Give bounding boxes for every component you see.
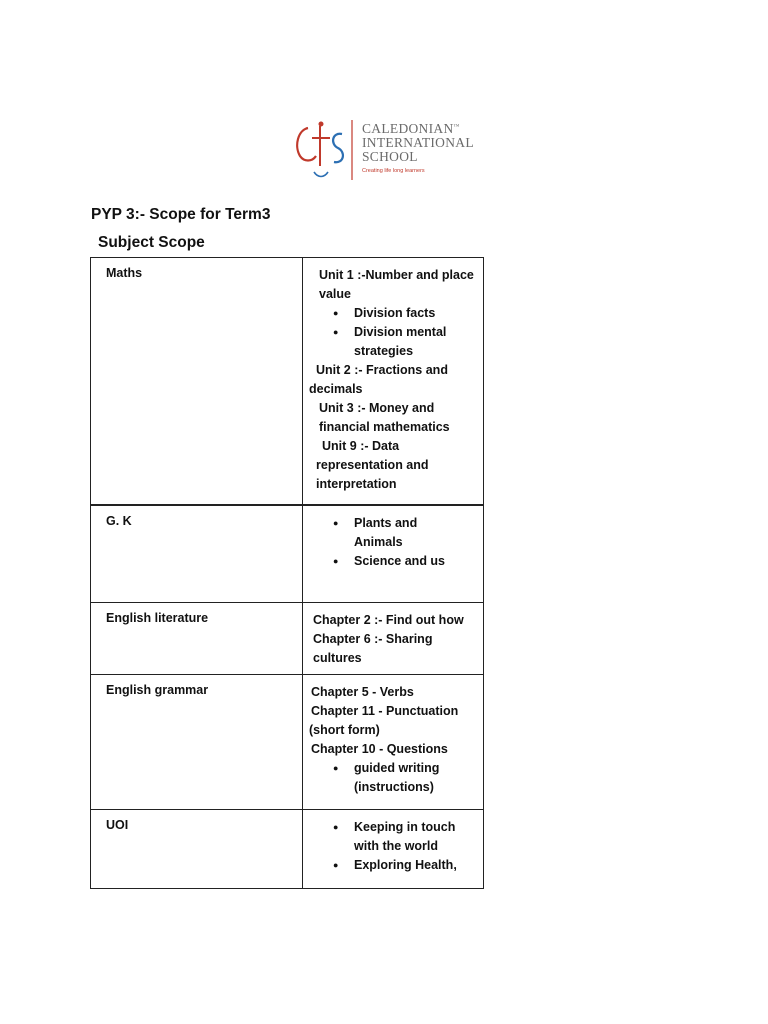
scope-line: Chapter 6 :- Sharing cultures: [313, 632, 433, 665]
subject-cell: Maths: [91, 258, 303, 506]
scope-line: Unit 1 :-Number and place: [319, 268, 474, 282]
scope-line: Chapter 2 :- Find out how: [313, 613, 464, 627]
list-item-text: Keeping in touch: [354, 820, 456, 834]
logo-line-1: CALEDONIAN: [362, 121, 454, 136]
list-item: [309, 514, 479, 552]
list-item: ● Science and us: [309, 552, 479, 571]
list-item: [309, 323, 479, 361]
table-row: [91, 258, 484, 506]
section-heading: Subject Scope: [98, 234, 205, 251]
scope-cell: [303, 505, 484, 603]
logo-tagline: Creating life long learners: [362, 168, 425, 174]
bullet-list: [309, 304, 479, 361]
scope-line: Chapter 10 - Questions: [311, 742, 448, 756]
subject-cell: English grammar: [91, 675, 303, 810]
scope-line: Chapter 5 - Verbs: [311, 685, 414, 699]
subject-cell: UOI: [91, 810, 303, 889]
scope-line: financial mathematics: [319, 420, 450, 434]
list-item: [309, 759, 479, 797]
scope-cell: [303, 258, 484, 506]
list-item: [309, 818, 479, 856]
table-row: [91, 505, 484, 603]
list-item-text: Animals: [354, 535, 403, 549]
logo-line-3: SCHOOL: [362, 149, 418, 164]
scope-line: Chapter 11 - Punctuation: [311, 704, 459, 718]
logo-wordmark: [362, 122, 474, 174]
scope-line: Unit 2 :- Fractions and: [316, 363, 448, 377]
subject-cell: G. K: [91, 505, 303, 603]
logo-trademark: ™: [453, 124, 460, 130]
list-item-text: Division mental: [354, 325, 447, 339]
page-title: PYP 3:- Scope for Term3: [91, 206, 271, 223]
bullet-list: [309, 759, 479, 797]
scope-line: (short form): [309, 723, 380, 737]
table-row: [91, 675, 484, 810]
scope-cell: [303, 675, 484, 810]
list-item-text: (instructions): [354, 780, 434, 794]
scope-line: representation and: [316, 458, 429, 472]
school-logo: [290, 116, 490, 184]
subject-scope-table: [90, 257, 484, 889]
logo-emblem-icon: [290, 116, 360, 184]
list-item-text: strategies: [354, 344, 414, 358]
scope-line: decimals: [309, 382, 363, 396]
scope-line: Unit 9 :- Data: [322, 439, 400, 453]
bullet-list: [309, 514, 479, 571]
scope-line: value: [319, 287, 351, 301]
logo-line-2: INTERNATIONAL: [362, 135, 474, 150]
list-item: ● Exploring Health,: [309, 856, 479, 875]
table-row: [91, 810, 484, 889]
subject-cell: English literature: [91, 603, 303, 675]
list-item-text: with the world: [354, 839, 439, 853]
list-item-text: Plants and: [354, 516, 418, 530]
table-row: [91, 603, 484, 675]
scope-cell: [303, 603, 484, 675]
scope-line: Unit 3 :- Money and: [319, 401, 435, 415]
list-item-text: guided writing: [354, 761, 440, 775]
scope-line: interpretation: [316, 477, 397, 491]
list-item: ● Division facts: [309, 304, 479, 323]
scope-cell: [303, 810, 484, 889]
bullet-list: [309, 818, 479, 875]
